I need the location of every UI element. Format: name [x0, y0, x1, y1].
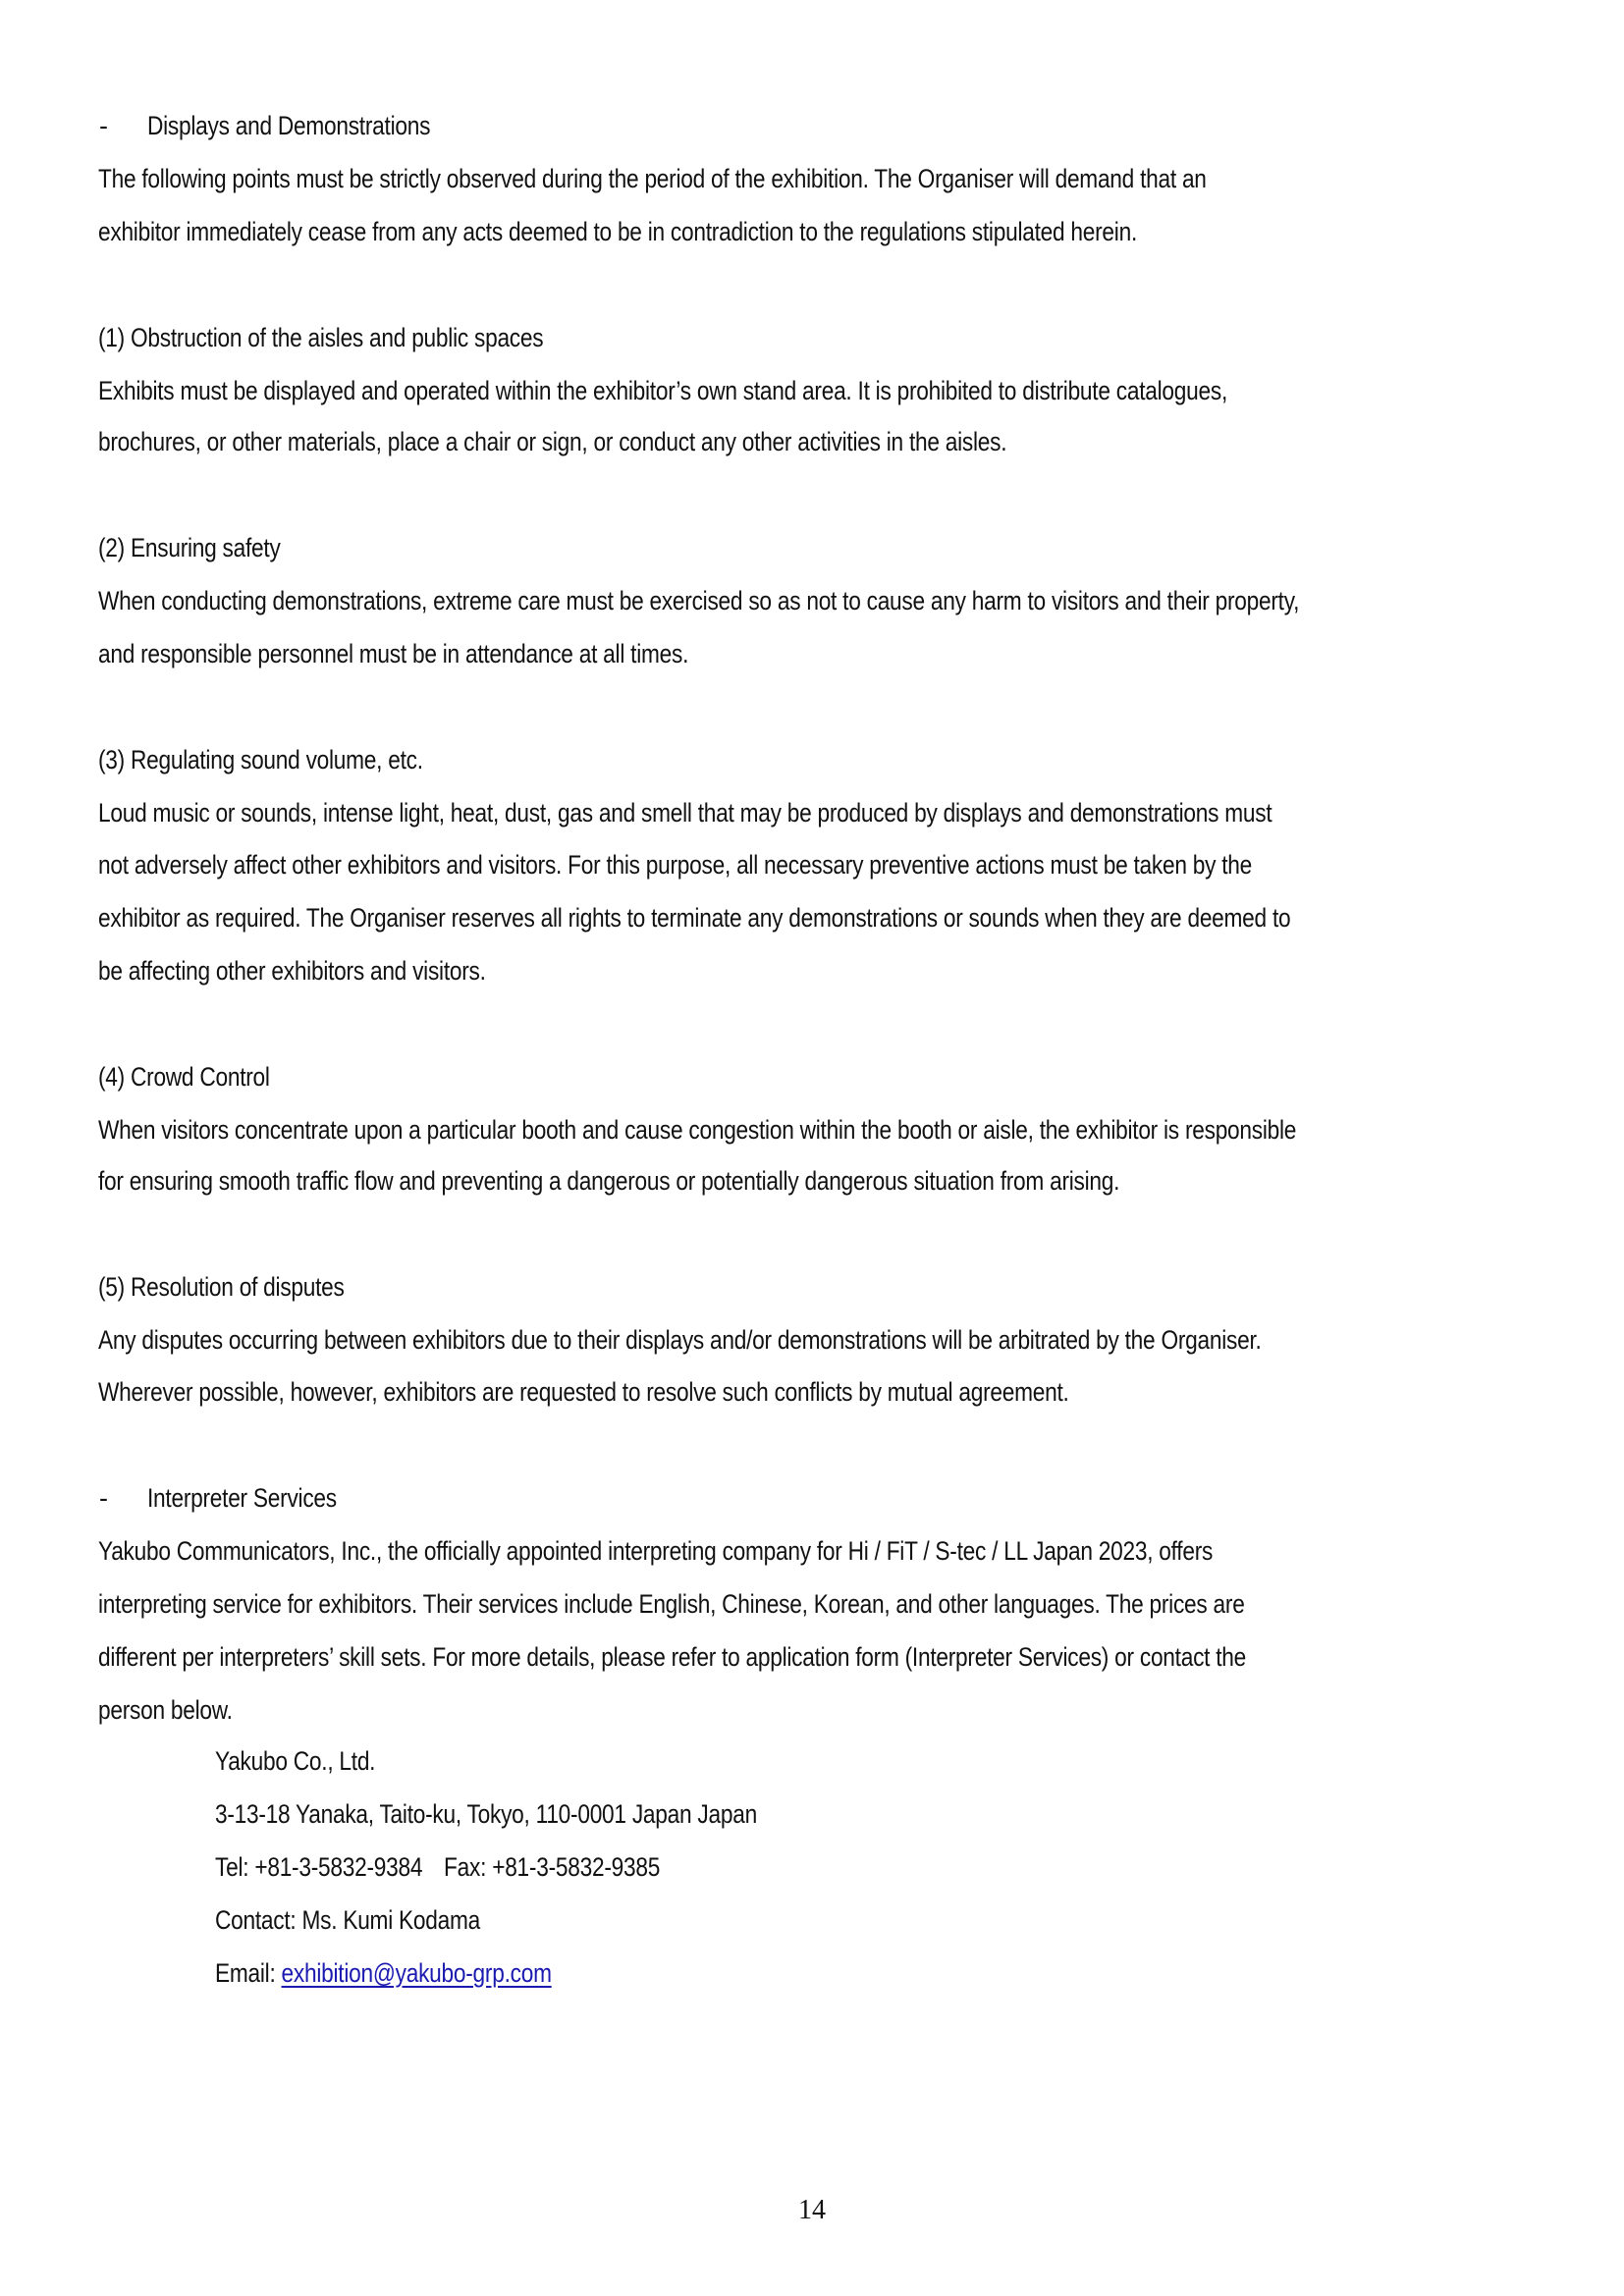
paragraph-line: not adversely affect other exhibitors and visitors. For this purpose, all necessary preventive actions must be taken by the — [98, 850, 1253, 880]
item-title: (3) Regulating sound volume, etc. — [98, 745, 423, 774]
contact-fax: Fax: +81-3-5832-9385 — [444, 1852, 661, 1882]
item-title: (1) Obstruction of the aisles and public spaces — [98, 323, 544, 352]
item-title: (4) Crowd Control — [98, 1062, 270, 1092]
paragraph-line: person below. — [98, 1695, 233, 1725]
section-heading-interpreter — [0, 1482, 1624, 1514]
paragraph-line: brochures, or other materials, place a chair or sign, or conduct any other activities in the aisles. — [98, 427, 1007, 456]
item-title: (2) Ensuring safety — [98, 533, 281, 562]
bullet-dash: - — [99, 1483, 108, 1513]
paragraph-line: Exhibits must be displayed and operated within the exhibitor’s own stand area. It is prohibited to distribute catalogues, — [98, 376, 1227, 405]
contact-company: Yakubo Co., Ltd. — [215, 1746, 376, 1776]
bullet-dash: - — [99, 111, 108, 140]
contact-phone-fax — [215, 1851, 660, 1883]
contact-tel: Tel: +81-3-5832-9384 — [215, 1852, 423, 1882]
email-label: Email: — [215, 1958, 282, 1988]
paragraph-line: The following points must be strictly observed during the period of the exhibition. The Organiser will demand that an — [98, 164, 1207, 193]
paragraph-line: exhibitor immediately cease from any acts deemed to be in contradiction to the regulations stipulated herein. — [98, 217, 1138, 246]
item-title: (5) Resolution of disputes — [98, 1272, 345, 1302]
paragraph-line: be affecting other exhibitors and visitors. — [98, 956, 486, 986]
contact-person: Contact: Ms. Kumi Kodama — [215, 1905, 481, 1935]
paragraph-line: for ensuring smooth traffic flow and preventing a dangerous or potentially dangerous situation from arising. — [98, 1166, 1120, 1196]
paragraph-line: Wherever possible, however, exhibitors are requested to resolve such conflicts by mutual agreement. — [98, 1377, 1069, 1407]
paragraph-line: exhibitor as required. The Organiser reserves all rights to terminate any demonstrations or sounds when they are deemed to — [98, 903, 1291, 933]
paragraph-line: Loud music or sounds, intense light, heat, dust, gas and smell that may be produced by displays and demonstrations must — [98, 798, 1272, 828]
section-heading-displays — [0, 110, 1624, 141]
email-link[interactable]: exhibition@yakubo-grp.com — [281, 1958, 552, 1988]
paragraph-line: Yakubo Communicators, Inc., the officially appointed interpreting company for Hi / FiT / S-tec / LL Japan 2023, offers — [98, 1536, 1214, 1566]
heading-text: Interpreter Services — [147, 1483, 337, 1513]
paragraph-line: and responsible personnel must be in attendance at all times. — [98, 639, 689, 668]
contact-address: 3-13-18 Yanaka, Taito-ku, Tokyo, 110-0001 Japan Japan — [215, 1799, 757, 1829]
heading-text: Displays and Demonstrations — [147, 111, 431, 140]
paragraph-line: When conducting demonstrations, extreme care must be exercised so as not to cause any harm to visitors and their property, — [98, 586, 1300, 615]
contact-email-row — [215, 1957, 552, 1989]
paragraph-line: Any disputes occurring between exhibitors due to their displays and/or demonstrations will be arbitrated by the Organiser. — [98, 1325, 1262, 1355]
paragraph-line: When visitors concentrate upon a particular booth and cause congestion within the booth or aisle, the exhibitor is responsible — [98, 1115, 1297, 1145]
page-number: 14 — [798, 2195, 826, 2225]
paragraph-line: different per interpreters’ skill sets. For more details, please refer to application form (Interpreter Services) or contact the — [98, 1642, 1247, 1672]
paragraph-line: interpreting service for exhibitors. Their services include English, Chinese, Korean, and other languages. The prices are — [98, 1589, 1245, 1619]
